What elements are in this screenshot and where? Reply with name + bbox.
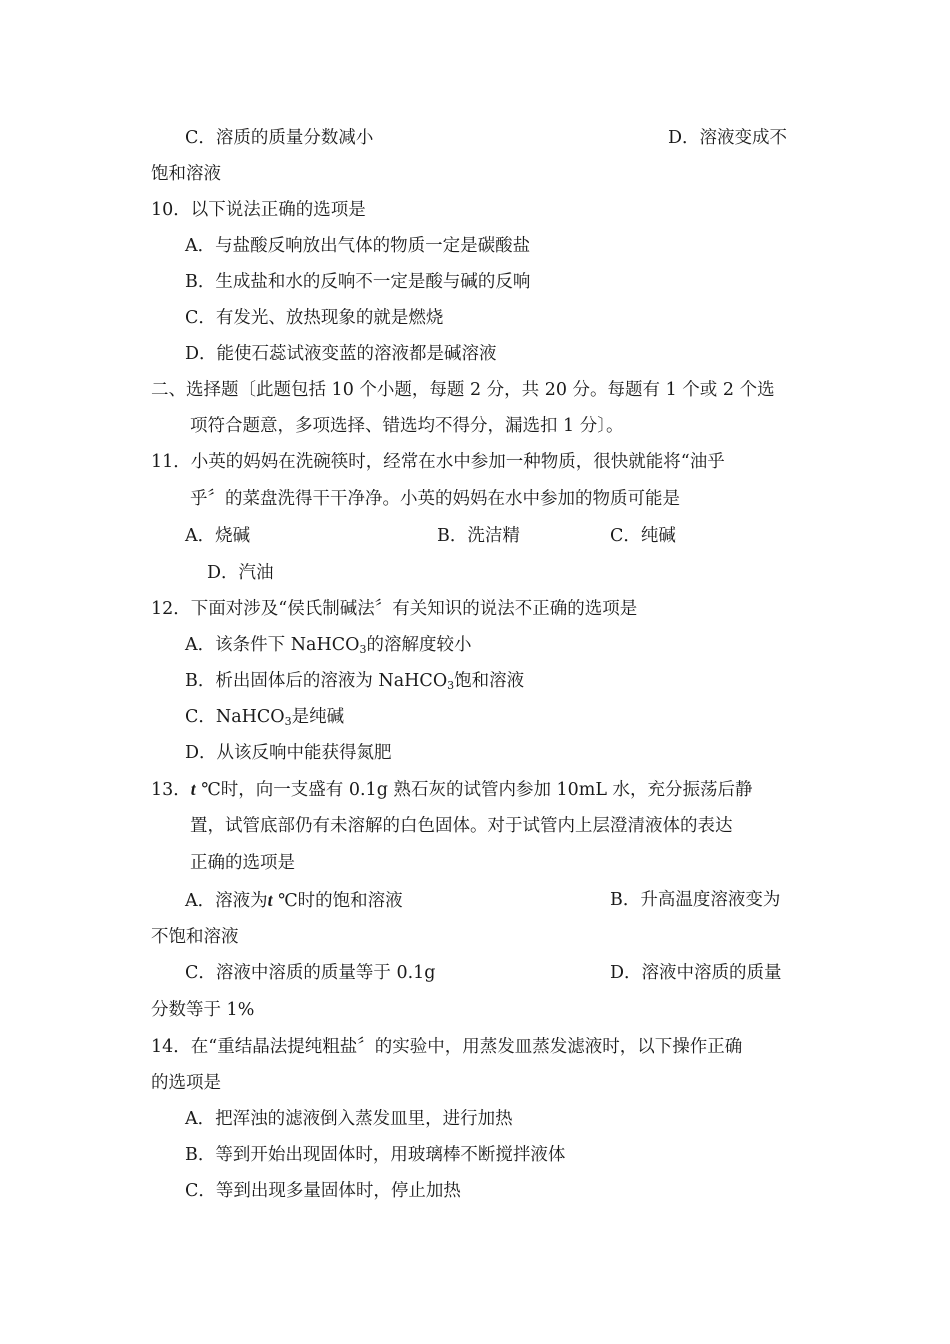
option-13c: C．溶液中溶质的质量等于 0.1g (185, 963, 436, 983)
option-11a: A．烧碱 (185, 526, 251, 546)
option-13b: B．升高温度溶液变为 (610, 890, 781, 910)
option-12c: C．NaHCO$_3$是纯碱 (185, 707, 345, 728)
question-11: 11．小英的妈妈在洗碗筷时，经常在水中参加一种物质，很快就能将“油乎 (151, 452, 725, 472)
option-13d-continued: 分数等于 1% (151, 1000, 255, 1020)
option-14c: C．等到出现多量固体时，停止加热 (185, 1181, 461, 1201)
option-12d: D．从该反响中能获得氮肥 (185, 743, 392, 763)
question-12: 12．下面对涉及“侯氏制碱法〞有关知识的说法不正确的选项是 (151, 599, 638, 619)
option-10a: A．与盐酸反响放出气体的物质一定是碳酸盐 (185, 236, 531, 256)
option-10c: C．有发光、放热现象的就是燃烧 (185, 308, 444, 328)
option-13d: D．溶液中溶质的质量 (610, 963, 782, 983)
option-9d: D．溶液变成不 (668, 128, 788, 148)
option-14a: A．把浑浊的滤液倒入蒸发皿里，进行加热 (185, 1109, 513, 1129)
option-9c: C．溶质的质量分数减小 (185, 128, 374, 148)
option-14b: B．等到开始出现固体时，用玻璃棒不断搅拌液体 (185, 1145, 566, 1165)
option-13b-continued: 不饱和溶液 (151, 927, 239, 947)
question-13-cont-2: 正确的选项是 (190, 853, 295, 873)
option-13a: A．溶液为t ℃时的饱和溶液 (185, 890, 403, 911)
option-11d: D．汽油 (207, 563, 274, 583)
option-11c: C．纯碱 (610, 526, 676, 546)
question-10: 10．以下说法正确的选项是 (151, 200, 366, 220)
question-13: 13．t ℃时，向一支盛有 0.1g 熟石灰的试管内参加 10mL 水，充分振荡后静 (151, 779, 753, 800)
section-2-heading: 二、选择题〔此题包括 10 个小题，每题 2 分，共 20 分。每题有 1 个或 2 个选 (151, 380, 775, 400)
option-12a: A．该条件下 NaHCO$_3$的溶解度较小 (185, 635, 472, 656)
option-12b: B．析出固体后的溶液为 NaHCO$_3$饱和溶液 (185, 671, 525, 692)
question-14-cont: 的选项是 (151, 1073, 221, 1093)
option-10b: B．生成盐和水的反响不一定是酸与碱的反响 (185, 272, 531, 292)
question-11-cont: 乎〞的菜盘洗得干干净净。小英的妈妈在水中参加的物质可能是 (190, 489, 680, 509)
option-10d: D．能使石蕊试液变蓝的溶液都是碱溶液 (185, 344, 497, 364)
section-2-heading-cont: 项符合题意，多项选择、错选均不得分，漏选扣 1 分〕。 (190, 416, 624, 436)
question-13-cont-1: 置，试管底部仍有未溶解的白色固体。对于试管内上层澄清液体的表达 (190, 816, 733, 836)
question-14: 14．在“重结晶法提纯粗盐〞的实验中，用蒸发皿蒸发滤液时，以下操作正确 (151, 1037, 743, 1057)
option-9d-continued: 饱和溶液 (151, 164, 221, 184)
option-11b: B．洗洁精 (437, 526, 520, 546)
